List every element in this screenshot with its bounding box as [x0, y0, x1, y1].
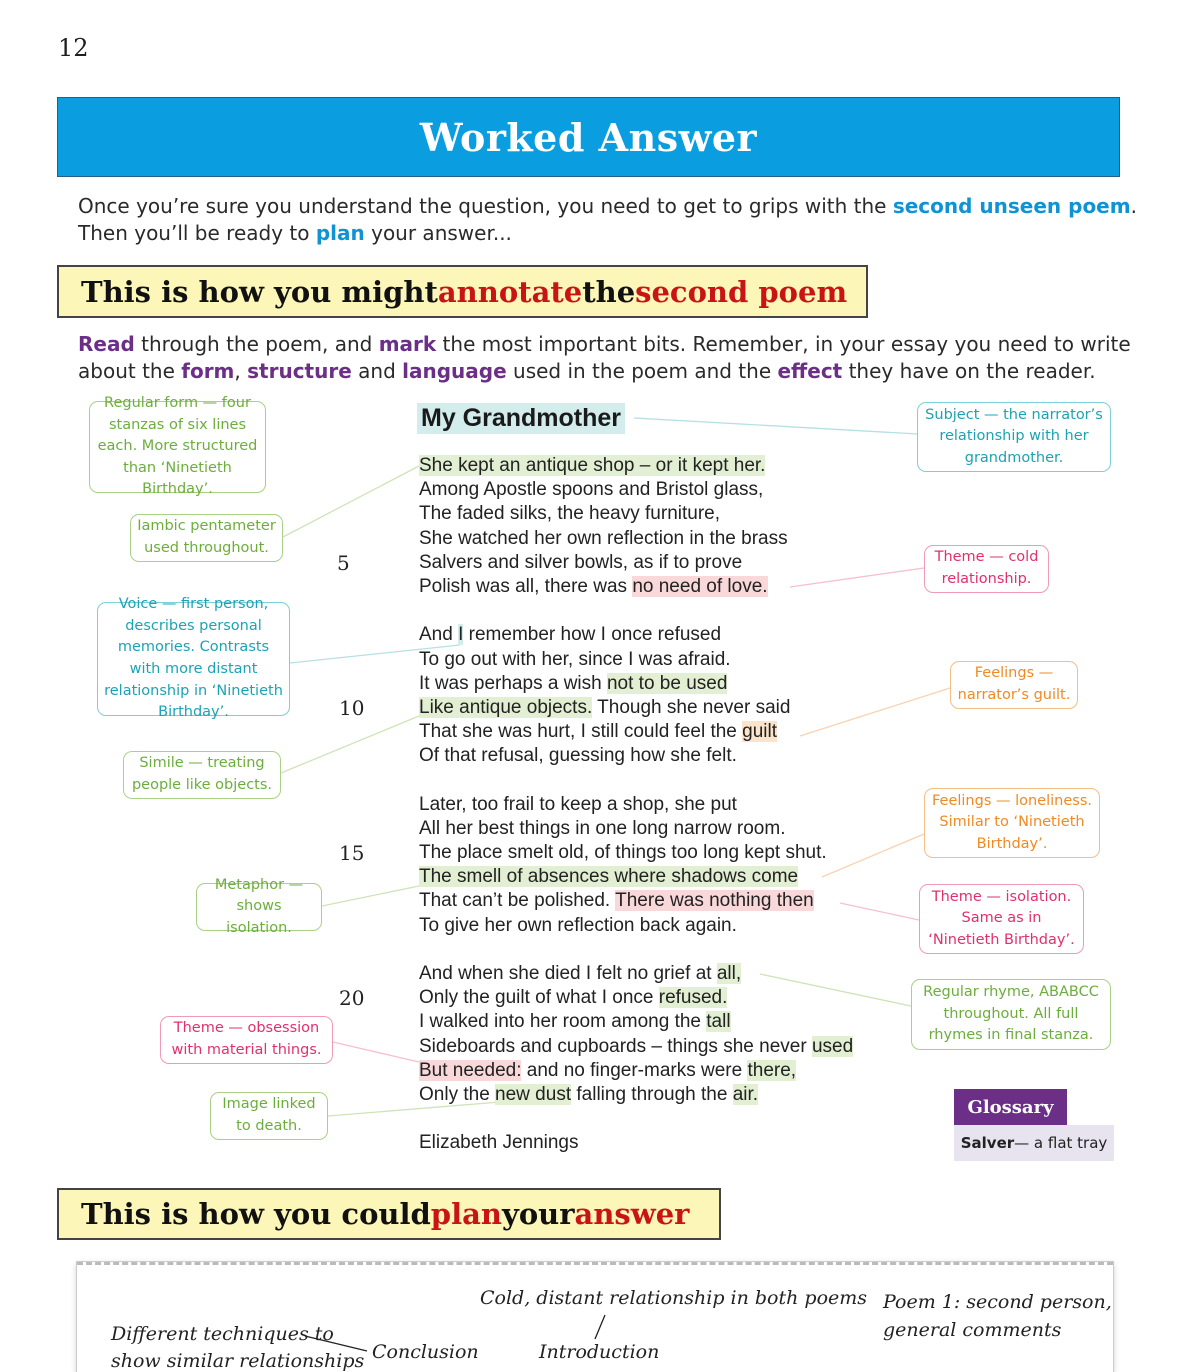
keyword: language: [402, 359, 507, 383]
annotation-simile: Simile — treating people like objects.: [123, 751, 281, 799]
poem-line-8: To go out with her, since I was afraid.: [419, 648, 731, 670]
poem-line-18: To give her own reflection back again.: [419, 914, 737, 936]
plan-central-idea: Cold, distant relationship in both poems: [480, 1287, 868, 1309]
poem-highlight: The smell of absences where shadows come: [419, 866, 799, 888]
poem-text: And when she died I felt no grief at: [419, 962, 717, 984]
poem-highlight: all,: [716, 962, 742, 984]
annotation-form: Regular form — four stanzas of six lines each. More structured than ‘Ninetieth Birthday’.: [89, 401, 266, 493]
connector-obsession: [333, 1042, 419, 1062]
poem-text: She kept an antique shop – or it kept her.: [419, 455, 766, 476]
poem-line-24: [419, 1083, 853, 1107]
heading-text: your: [501, 1197, 575, 1231]
poem-line-17: [419, 889, 853, 913]
annotation-image: Image linked to death.: [210, 1092, 328, 1140]
plan-sheet: [77, 1262, 1113, 1372]
annotation-isolation: Theme — isolation. Same as in ‘Ninetieth Birthday’.: [919, 884, 1084, 954]
plan-techniques-2: show similar relationships: [111, 1350, 365, 1372]
poem-line-9: [419, 672, 853, 696]
poem-line-20: [419, 986, 853, 1010]
annotation-iambic: Iambic pentameter used throughout.: [130, 514, 283, 562]
plan-conclusion: Conclusion: [372, 1341, 479, 1363]
annotation-voice: Voice — first person, describes personal memories. Contrasts with more distant relationship in ‘Ninetieth Birthday’.: [97, 602, 290, 716]
poem-line-11: [419, 720, 853, 744]
poem-text: That can’t be polished.: [419, 890, 616, 912]
poem-line-12: Of that refusal, guessing how she felt.: [419, 745, 737, 767]
poem-line-2: Among Apostle spoons and Bristol glass,: [419, 479, 764, 501]
poem-text: falling through the: [571, 1083, 733, 1105]
poem-text: That she was hurt, I still could feel the: [419, 721, 743, 743]
poem-line-5: Salvers and silver bowls, as if to prove: [419, 551, 743, 573]
section-heading-plan: [57, 1188, 721, 1240]
intro-text: Once you’re sure you understand the question, you need to get to grips with the: [78, 194, 893, 218]
plan-introduction: Introduction: [539, 1341, 660, 1363]
poem-body: [419, 454, 853, 1155]
intro-highlight: plan: [315, 221, 365, 245]
poem-line-4: She watched her own reflection in the brass: [419, 527, 788, 549]
poem-highlight: There was nothing then: [615, 890, 814, 912]
poem-highlight: air.: [732, 1083, 759, 1105]
poem-text: And: [419, 624, 459, 646]
annotation-guilt: Feelings — narrator’s guilt.: [950, 661, 1078, 709]
line-number-20: 20: [339, 986, 365, 1010]
heading-highlight: answer: [574, 1197, 690, 1231]
intro-text: your answer...: [364, 221, 512, 245]
instructions-text: through the poem, and: [134, 332, 379, 356]
annotation-obsession: Theme — obsession with material things.: [160, 1016, 333, 1064]
keyword: form: [181, 359, 235, 383]
poem-line-1: [419, 454, 853, 478]
poem-line-14: All her best things in one long narrow room.: [419, 817, 786, 839]
poem-highlight: refused.: [658, 987, 728, 1009]
poem-highlight: there,: [747, 1059, 797, 1081]
poem-text: Though she never said: [592, 696, 791, 718]
glossary-heading: Glossary: [954, 1089, 1067, 1125]
intro-text: .: [1130, 194, 1137, 218]
annotation-rhyme: Regular rhyme, ABABCC throughout. All full rhymes in final stanza.: [911, 979, 1111, 1050]
poem-text: remember how I once refused: [463, 624, 722, 646]
plan-techniques-1: Different techniques to: [111, 1323, 334, 1345]
poem-line-6: [419, 575, 853, 599]
poem-highlight: no need of love.: [632, 575, 768, 597]
plan-poem1-2: general comments: [883, 1319, 1062, 1341]
keyword: Read: [78, 332, 135, 356]
plan-poem1-1: Poem 1: second person,: [883, 1291, 1112, 1313]
line-number-15: 15: [339, 841, 365, 865]
poem-text: Only the guilt of what I once: [419, 987, 659, 1009]
heading-text: This is how you could: [81, 1197, 431, 1231]
poem-highlight: not to be used: [606, 672, 728, 694]
plan-line-introduction: [595, 1315, 605, 1339]
poem-highlight: used: [811, 1035, 854, 1057]
annotation-cold: Theme — cold relationship.: [924, 545, 1049, 593]
heading-highlight: second poem: [635, 274, 848, 309]
keyword: effect: [777, 359, 843, 383]
connector-subject: [634, 418, 918, 434]
line-number-5: 5: [337, 551, 350, 575]
poem-highlight: tall: [706, 1011, 731, 1033]
glossary-term: Salver: [960, 1134, 1015, 1152]
instructions-text: used in the poem and the: [506, 359, 778, 383]
glossary-definition: — a flat tray: [1014, 1134, 1108, 1152]
heading-text: the: [582, 274, 636, 309]
poem-text: and no finger-marks were: [521, 1059, 748, 1081]
poem-line-22: [419, 1035, 853, 1059]
poem-text: I walked into her room among the: [419, 1011, 707, 1033]
poem-line-21: [419, 1010, 853, 1034]
intro-highlight: second unseen poem: [892, 194, 1131, 218]
connector-iambic: [283, 466, 419, 537]
poem-text: It was perhaps a wish: [419, 672, 607, 694]
poem-highlight: I: [458, 624, 464, 646]
instructions-text: and: [351, 359, 403, 383]
poem-line-10: [419, 696, 853, 720]
poem-highlight: But needed:: [419, 1059, 522, 1081]
heading-highlight: plan: [430, 1197, 502, 1231]
poem-line-13: Later, too frail to keep a shop, she put: [419, 793, 737, 815]
heading-text: This is how you might: [81, 274, 438, 309]
poem-line-16: [419, 865, 853, 889]
poem-highlight: guilt: [742, 721, 778, 743]
instructions-text: the most important bits. Remember, in your essay you need to write about the: [78, 332, 1131, 383]
poem-text: Polish was all, there was: [419, 575, 633, 597]
instructions-text: ,: [234, 359, 248, 383]
poem-author: Elizabeth Jennings: [419, 1132, 579, 1154]
poem-highlight: new dust: [495, 1083, 572, 1105]
annotation-loneliness: Feelings — loneliness. Similar to ‘Ninetieth Birthday’.: [924, 788, 1100, 858]
glossary-entry: [954, 1125, 1114, 1161]
poem-highlight: Like antique objects.: [419, 696, 593, 718]
poem-line-15: The place smelt old, of things too long kept shut.: [419, 842, 827, 863]
poem-line-3: The faded silks, the heavy furniture,: [419, 503, 720, 525]
poem-title: My Grandmother: [417, 403, 625, 434]
line-number-10: 10: [339, 696, 365, 720]
instructions-text: they have on the reader.: [842, 359, 1096, 383]
keyword: mark: [378, 332, 437, 356]
annotation-subject: Subject — the narrator’s relationship with her grandmother.: [917, 402, 1111, 472]
keyword: structure: [247, 359, 352, 383]
poem-text: Sideboards and cupboards – things she never: [419, 1035, 812, 1057]
annotation-metaphor: Metaphor — shows isolation.: [196, 883, 322, 931]
page-title: Worked Answer: [419, 114, 758, 160]
poem-line-23: [419, 1059, 853, 1083]
heading-highlight: annotate: [437, 274, 583, 309]
poem-line-19: [419, 962, 853, 986]
intro-text: Then you’ll be ready to: [78, 221, 316, 245]
connector-simile: [281, 716, 419, 773]
poem-text: Only the: [419, 1083, 496, 1105]
page-number: 12: [58, 34, 89, 62]
poem-line-7: [419, 623, 853, 647]
connector-metaphor: [322, 886, 419, 906]
